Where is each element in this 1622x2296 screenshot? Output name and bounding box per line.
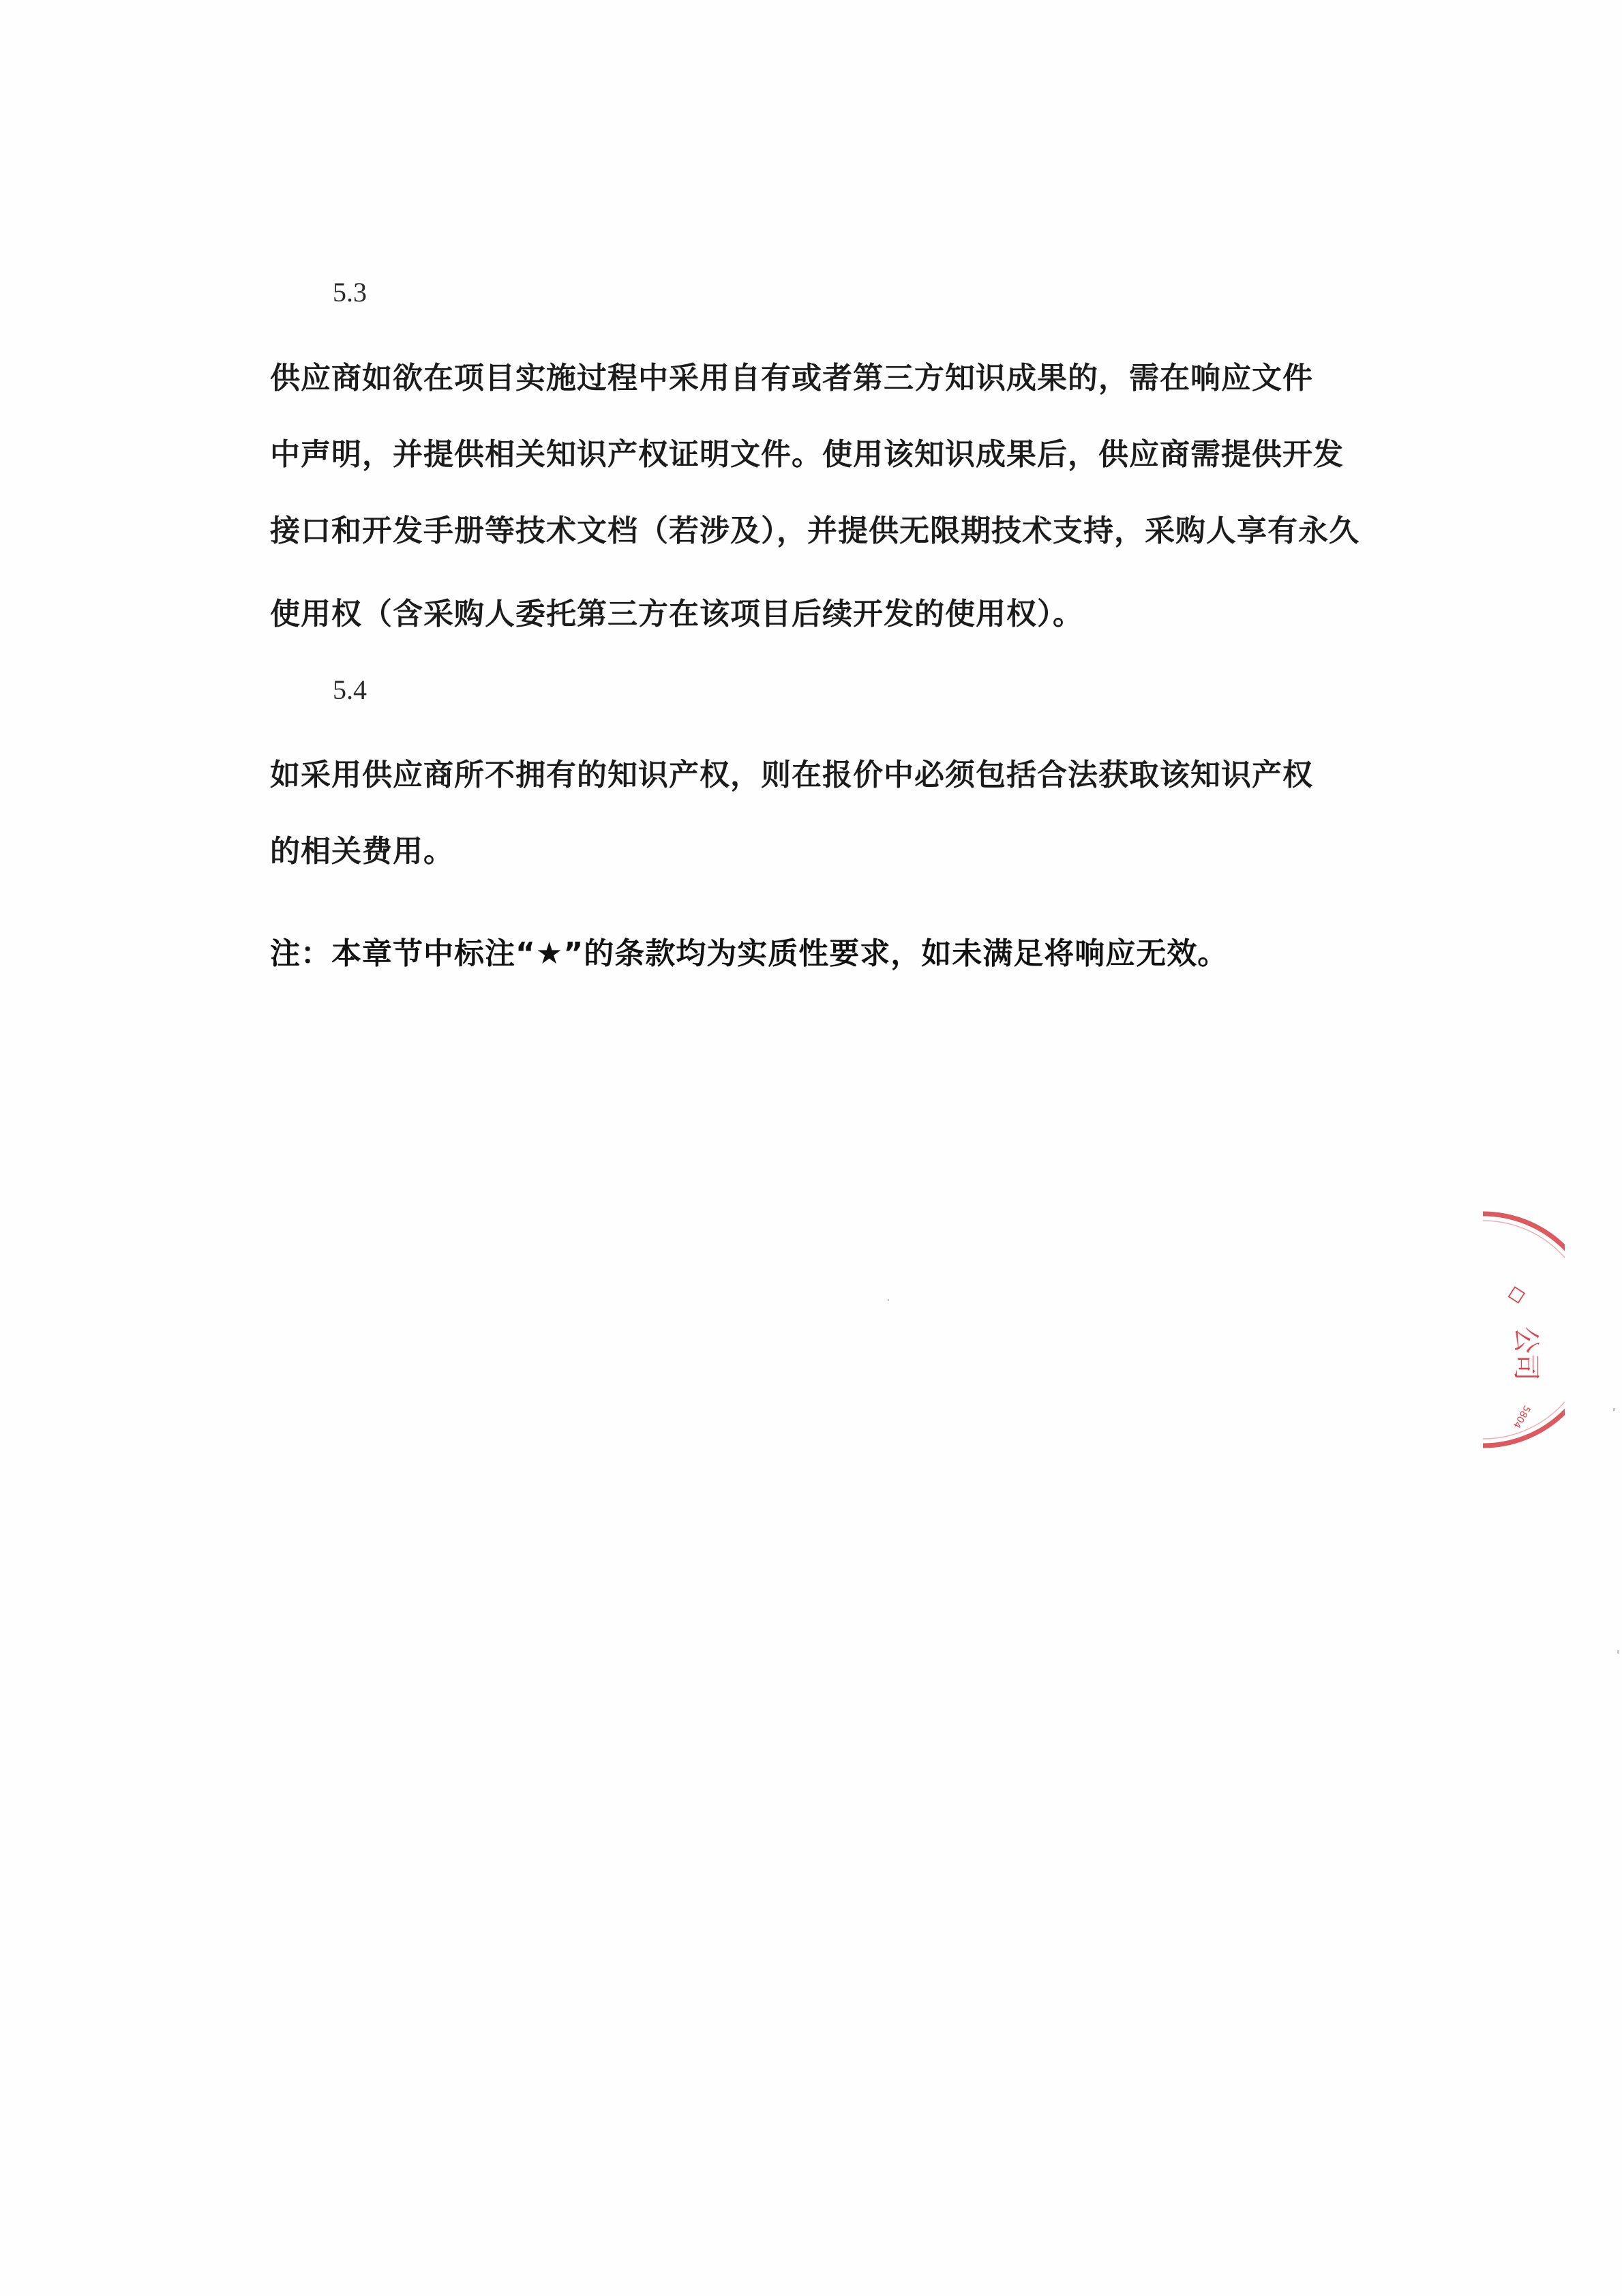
paragraph-line: 中声明，并提供相关知识产权证明文件。使用该知识成果后，供应商需提供开发 xyxy=(270,437,1344,472)
company-seal xyxy=(1483,1207,1565,1452)
paragraph-line: 如采用供应商所不拥有的知识产权，则在报价中必须包括合法获取该知识产权 xyxy=(270,758,1313,792)
scan-speck xyxy=(1617,1650,1619,1654)
scan-speck xyxy=(888,1299,889,1301)
paragraph-line: 的相关费用。 xyxy=(270,834,454,869)
seal-graphic xyxy=(1483,1207,1565,1452)
section-number-5-3: 5.3 xyxy=(333,277,367,308)
chapter-note: 注：本章节中标注“★”的条款均为实质性要求，如未满足将响应无效。 xyxy=(270,936,1229,971)
seal-text: 公司 xyxy=(1510,1326,1542,1381)
paragraph-line: 使用权（含采购人委托第三方在该项目后续开发的使用权）。 xyxy=(270,597,1083,631)
scan-speck xyxy=(1613,1408,1615,1411)
seal-digits: 5804 xyxy=(1510,1403,1533,1430)
paragraph-line: 接口和开发手册等技术文档（若涉及），并提供无限期技术支持，采购人享有永久 xyxy=(270,513,1360,548)
section-number-5-4: 5.4 xyxy=(333,674,367,705)
svg-text:◇: ◇ xyxy=(1503,1283,1533,1307)
paragraph-line: 供应商如欲在项目实施过程中采用自有或者第三方知识成果的，需在响应文件 xyxy=(270,361,1313,396)
